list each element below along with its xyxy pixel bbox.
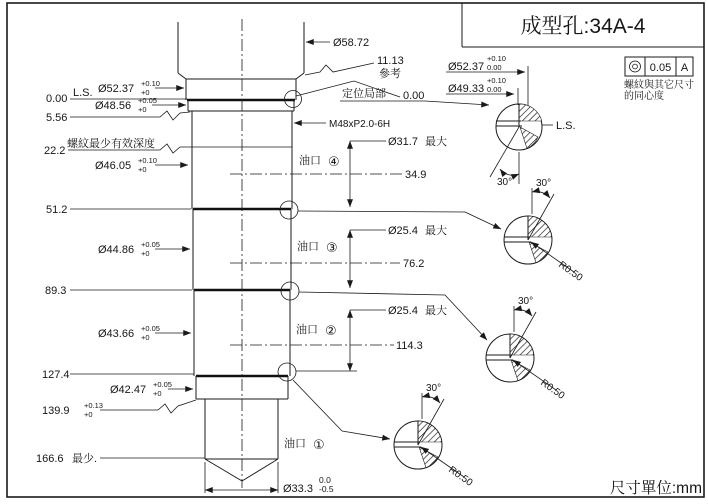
- port4-max: 最大: [425, 136, 447, 148]
- port2-number: ②: [325, 323, 337, 338]
- dia-42-47: Ø42.47: [110, 384, 147, 396]
- depth-0: 0.00: [46, 93, 68, 105]
- left-dimension-labels: [36, 79, 172, 465]
- port3-max: 最大: [425, 225, 447, 237]
- dia-33-3-tol-l: -0.5: [319, 484, 334, 494]
- concentricity-icon: [630, 61, 641, 72]
- dia-52-37-tol-u: +0.10: [141, 79, 160, 88]
- port2-word: 油口: [296, 324, 318, 336]
- thread-depth-note: 螺紋最少有效深度: [67, 138, 155, 150]
- fcf-note-line1: 螺紋與其它尺寸: [624, 80, 694, 91]
- oil-port-1: [284, 436, 325, 452]
- port1-word: 油口: [284, 438, 306, 450]
- dia-52-37-tol-l: +0: [141, 88, 150, 97]
- depth-166-6-min: 最少.: [72, 453, 98, 465]
- depth-139-9-tol-l: +0: [84, 410, 93, 419]
- dia-44-86-tol-u: +0.05: [141, 240, 160, 249]
- port4-dia: Ø31.7: [388, 136, 418, 148]
- port2-max: 最大: [425, 305, 447, 317]
- dia-33-3: Ø33.3: [283, 483, 313, 495]
- depth-51-2: 51.2: [46, 204, 68, 216]
- drawing-canvas: R0.50 成型孔:34A-4 尺寸單位:mm 0.05 A 螺紋與其它尺寸 的同心度 0.00 L.S. Ø52.37 +0.10 +0 Ø48.56 +0.05 +0 5.56 螺紋最少有效深度 22.2 Ø46.05 +0.10 +0 51.2 Ø44.86 +0.05 +0 89.3 Ø43.66 +0.05 +0 127.4 Ø42.47 +0.05 +0 139.9 +0.13 +0 166.6 最少. Ø58.72 11.13 參考 定位局部 0.00 M48xP2.0-6H Ø31.7 最大 油口 ④ 34.9 Ø25.4 最大 油口 ③ 76.2 Ø25.4 最大 油口 ② 114.3 油口 ① Ø33.3 0.0 -0.5 Ø52.37 +0.10 0.00 Ø49.33 +0.10 0.00 L.S. 30°: [0, 0, 708, 504]
- locating-label: 定位局部: [342, 88, 386, 100]
- fcf-note-line2: 的同心度: [624, 91, 664, 102]
- depth-139-9: 139.9: [42, 405, 70, 417]
- ls-label: L.S.: [73, 87, 93, 99]
- rdia-49-33-tol-u: +0.10: [487, 76, 506, 85]
- detail-view-port3: [504, 178, 585, 284]
- port4-number: ④: [328, 154, 340, 169]
- dia-48-56: Ø48.56: [95, 100, 132, 112]
- ref-11-13: 11.13: [377, 55, 404, 67]
- rdia-49-33: Ø49.33: [448, 83, 485, 95]
- dia-46-05: Ø46.05: [95, 160, 132, 172]
- ref-word: 參考: [379, 68, 401, 80]
- feature-control-frame: [624, 57, 694, 102]
- dia-42-47-tol-l: +0: [153, 389, 162, 398]
- drawing-title: 成型孔:34A-4: [520, 15, 646, 38]
- depth-22-2: 22.2: [44, 145, 66, 157]
- dia-33-3-tol-u: 0.0: [319, 475, 331, 485]
- dia-43-66-tol-u: +0.05: [141, 324, 160, 333]
- port3-number: ③: [326, 240, 338, 255]
- port3-dia: Ø25.4: [388, 225, 418, 237]
- bottom-dimension: [205, 462, 334, 495]
- port3-word: 油口: [297, 241, 319, 253]
- unit-note: 尺寸單位:mm: [609, 480, 702, 497]
- dia-46-05-tol-l: +0: [138, 165, 147, 174]
- port2-depth: 114.3: [396, 340, 423, 352]
- dia-46-05-tol-u: +0.10: [138, 156, 157, 165]
- dia-44-86: Ø44.86: [98, 244, 135, 256]
- rdia-52-37: Ø52.37: [448, 61, 485, 73]
- oil-port-3: [230, 223, 447, 288]
- dia-42-47-tol-u: +0.05: [153, 380, 172, 389]
- depth-127-4: 127.4: [42, 369, 70, 381]
- port4-depth: 34.9: [405, 169, 427, 181]
- port4-word: 油口: [299, 155, 321, 167]
- dia-44-86-tol-l: +0: [141, 249, 150, 258]
- port1-number: ①: [313, 437, 325, 452]
- dia-43-66-tol-l: +0: [141, 333, 150, 342]
- port2-dia: Ø25.4: [388, 305, 418, 317]
- locating-value: 0.00: [403, 90, 425, 102]
- detail-view-port1: [394, 383, 475, 489]
- detail-view-ls: [490, 104, 576, 188]
- dia-48-56-tol-l: +0: [138, 105, 147, 114]
- part-outline: [178, 22, 304, 481]
- fcf-value: 0.05: [649, 62, 672, 74]
- dia-52-37: Ø52.37: [98, 83, 135, 95]
- dia-58-72: Ø58.72: [333, 37, 370, 49]
- thread-spec: M48xP2.0-6H: [329, 119, 391, 130]
- depth-89-3: 89.3: [45, 285, 67, 297]
- depth-166-6: 166.6: [36, 453, 64, 465]
- dia-48-56-tol-u: +0.05: [138, 96, 157, 105]
- ls-detail-label: L.S.: [556, 120, 576, 132]
- oil-port-2: [230, 303, 447, 371]
- rdia-49-33-tol-l: 0.00: [487, 85, 502, 94]
- rdia-52-37-tol-l: 0.00: [487, 63, 502, 72]
- ls-detail-angle: 30°: [497, 177, 513, 188]
- rdia-52-37-tol-u: +0.10: [487, 54, 506, 63]
- dia-43-66: Ø43.66: [98, 328, 135, 340]
- right-dimensions: [446, 54, 528, 108]
- depth-5-56: 5.56: [46, 112, 68, 124]
- oil-port-4: [230, 134, 447, 207]
- fcf-datum: A: [680, 62, 689, 74]
- detail-view-port2: [486, 296, 567, 402]
- depth-139-9-tol-u: +0.13: [84, 401, 103, 410]
- port3-depth: 76.2: [403, 258, 425, 270]
